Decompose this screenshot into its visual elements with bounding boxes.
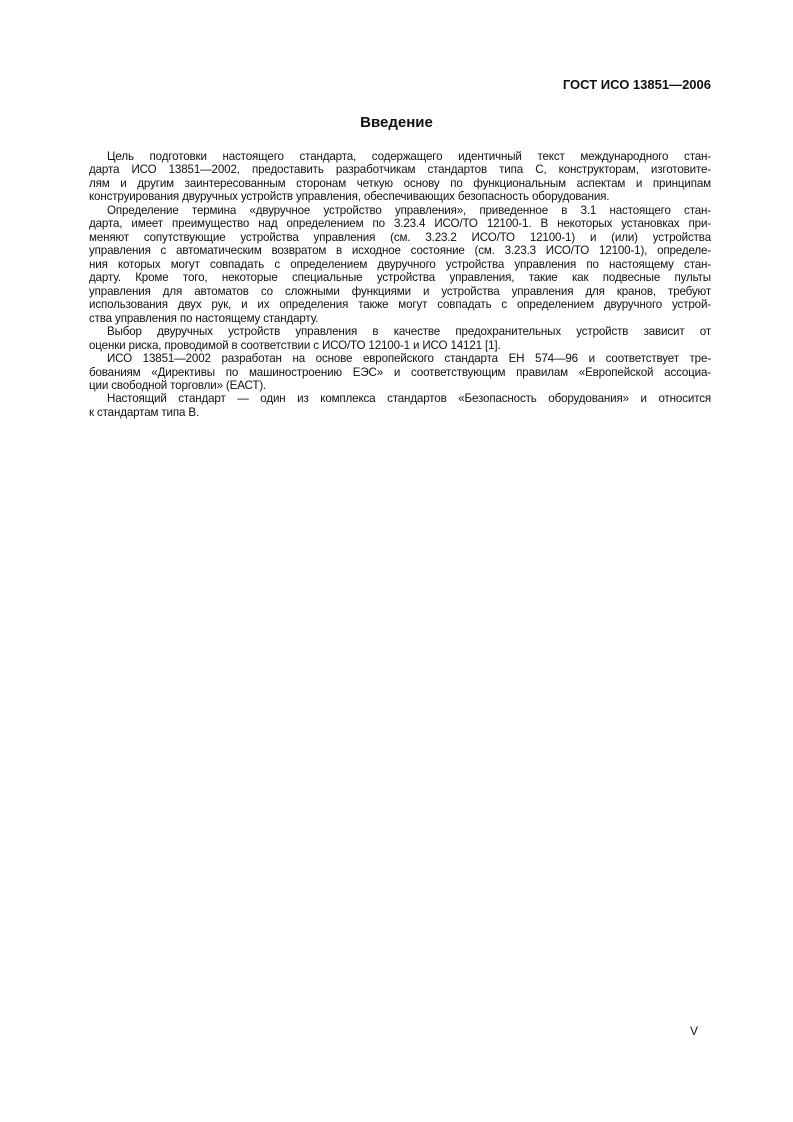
- text-line: бованиям «Директивы по машиностроению ЕЭС» и соответствующим правилам «Европейской ассоциа-: [89, 365, 711, 379]
- document-id-header: ГОСТ ИСО 13851—2006: [562, 77, 711, 92]
- paragraph: [89, 150, 711, 204]
- text-line: Выбор двуручных устройств управления в качестве предохранительных устройств зависит от: [107, 325, 711, 339]
- text-line: к стандартам типа В.: [89, 405, 200, 419]
- body-text: [89, 150, 711, 419]
- text-line: дарту. Кроме того, некоторые специальные устройства управления, такие как подвесные пульты: [89, 271, 711, 285]
- text-line: управления для автоматов со сложными функциями и устройства управления для кранов, требуют: [89, 284, 711, 298]
- text-line: конструирования двуручных устройств управления, обеспечивающих безопасность оборудования.: [89, 190, 610, 204]
- paragraph: [89, 204, 711, 325]
- text-line: использования двух рук, и их определения также могут совпадать с определением двуручного устрой-: [89, 298, 711, 312]
- text-line: лям и другим заинтересованным сторонам четкую основу по функциональным аспектам и принципам: [89, 176, 711, 190]
- text-line: Цель подготовки настоящего стандарта, содержащего идентичный текст международного стан-: [107, 150, 711, 163]
- text-line: управления с автоматическим возвратом в исходное состояние (см. 3.23.3 ИСО/ТО 12100-1), определе-: [89, 244, 711, 258]
- text-line: Определение термина «двуручное устройство управления», приведенное в 3.1 настоящего стан-: [107, 203, 711, 217]
- page-number: V: [690, 1024, 699, 1038]
- text-line: ства управления по настоящему стандарту.: [89, 311, 319, 325]
- text-line: ции свободной торговли» (ЕАСТ).: [89, 378, 267, 392]
- paragraph: [89, 392, 711, 419]
- text-line: ИСО 13851—2002 разработан на основе европейского стандарта ЕН 574—96 и соответствует тре-: [107, 352, 711, 366]
- paragraph: [89, 325, 711, 352]
- text-line: дарта, имеет преимущество над определением по 3.23.4 ИСО/ТО 12100-1. В некоторых установках при-: [89, 217, 711, 231]
- text-line: ния которых могут совпадать с определением двуручного устройства управления по настоящему стан-: [89, 257, 711, 271]
- text-line: дарта ИСО 13851—2002, предоставить разработчикам стандартов типа С, конструкторам, изготовите-: [89, 163, 711, 177]
- text-line: Настоящий стандарт — один из комплекса стандартов «Безопасность оборудования» и относится: [107, 392, 711, 406]
- text-line: меняют сопутствующие устройства управления (см. 3.23.2 ИСО/ТО 12100-1) и (или) устройства: [89, 230, 711, 244]
- paragraph: [89, 352, 711, 392]
- page-title: Введение: [360, 114, 433, 131]
- text-line: оценки риска, проводимой в соответствии с ИСО/ТО 12100-1 и ИСО 14121 [1].: [89, 338, 501, 352]
